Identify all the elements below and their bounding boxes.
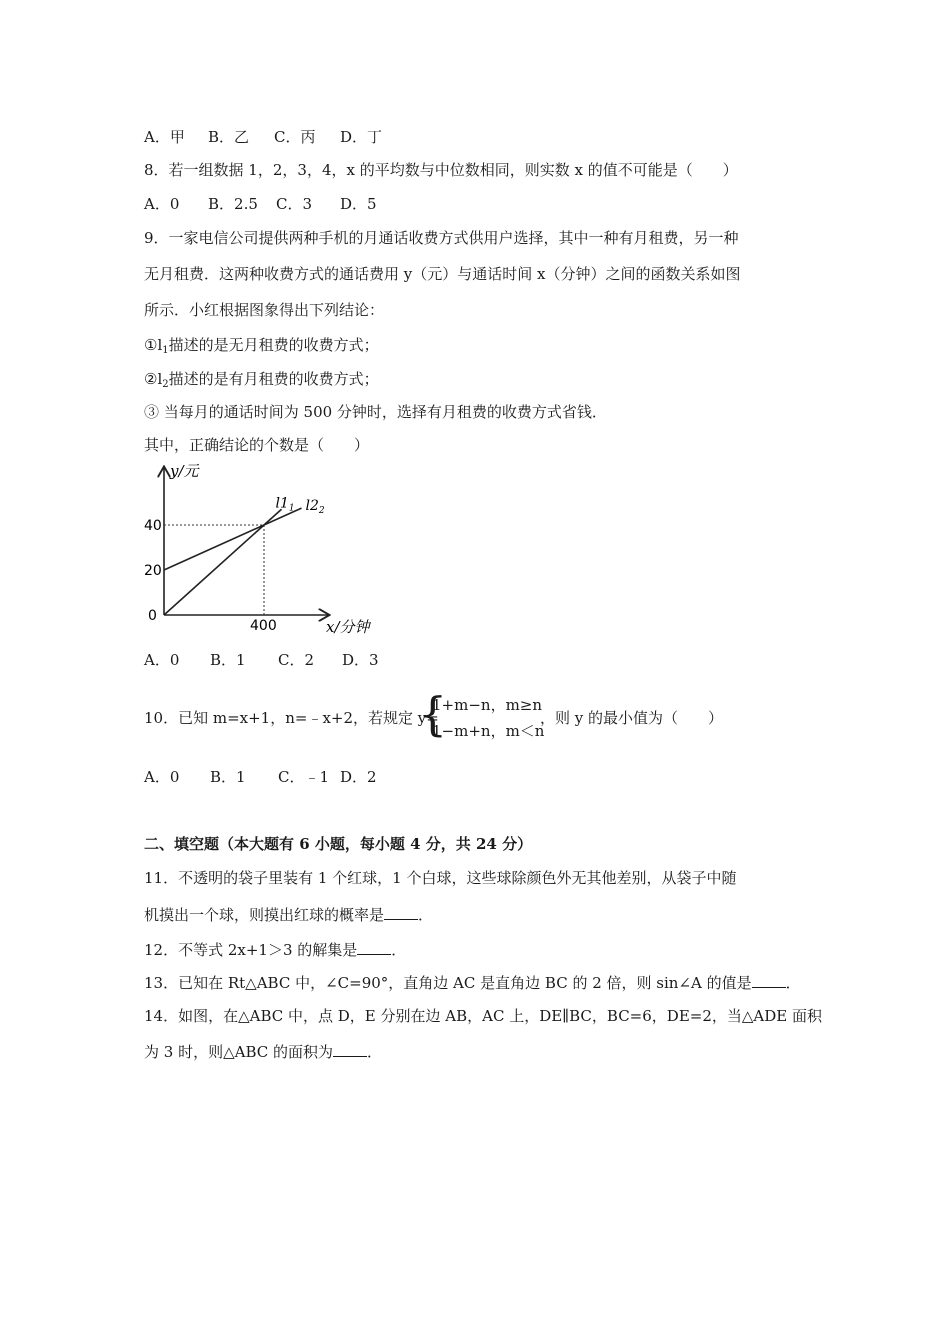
q10-case-1: 1+m−n，m≥n (432, 696, 543, 714)
q9-conclusion-2 (144, 369, 379, 395)
q8-options (144, 194, 377, 214)
q7-options (144, 127, 382, 147)
q10-stem-post: ，则 y 的最小值为（ ） (540, 709, 724, 727)
q13-pre: 13．已知在 Rt△ABC 中，∠C=90°，直角边 AC 是直角边 BC 的 2 倍，则 sin∠A 的值是 (144, 974, 752, 992)
q10-piecewise (418, 688, 546, 744)
q10-option-c: C．﹣1 (278, 768, 330, 786)
q11-line2-post: ． (418, 906, 434, 924)
q14-line-1: 14．如图，在△ABC 中，点 D，E 分别在边 AB，AC 上，DE∥BC，BC=6，DE=2，当△ADE 面积 (144, 1007, 822, 1025)
q12-line (144, 940, 406, 960)
c2-pre: ②l (144, 370, 163, 388)
l2name-subscript: 2 (318, 506, 325, 517)
q9-option-c: C．2 (278, 651, 315, 669)
y-axis-label: y/元 (170, 462, 199, 480)
q10-option-d: D．2 (340, 768, 377, 786)
q12-pre: 12．不等式 2x+1＞3 的解集是 (144, 941, 358, 959)
q8-option-b: B．2.5 (208, 195, 258, 213)
q14-line2-post: ． (367, 1043, 383, 1061)
q8-option-d: D．5 (340, 195, 377, 213)
q9-option-b: B．1 (210, 651, 246, 669)
c2-sub: 2 (162, 379, 169, 390)
c1-pre: ①l (144, 336, 163, 354)
l1name-subscript: 1 (288, 503, 295, 514)
c1-post: 描述的是无月租费的收费方式； (168, 336, 379, 354)
q11-line-1: 11．不透明的袋子里装有 1 个红球，1 个白球，这些球除颜色外无其他差别，从袋子中随 (144, 869, 737, 887)
q7-option-c: C．丙 (274, 128, 316, 146)
q7-option-d: D．丁 (340, 128, 383, 146)
q8-option-a: A．0 (144, 195, 180, 213)
q8-option-c: C．3 (276, 195, 313, 213)
q14-line2-pre: 为 3 时，则△ABC 的面积为 (144, 1043, 333, 1061)
q10-option-a: A．0 (144, 768, 180, 786)
q10-stem-pre: 10．已知 m=x+1，n=﹣x+2，若规定 y= (144, 709, 439, 727)
line-l2 (164, 508, 302, 570)
q9-line-1: 9．一家电信公司提供两种手机的月通话收费方式供用户选择，其中一种有月租费，另一种 (144, 229, 739, 247)
q9-line-2: 无月租费．这两种收费方式的通话费用 y（元）与通话时间 x（分钟）之间的函数关系如图 (144, 265, 741, 283)
line-l1-label: $l1_1$ (275, 495, 295, 514)
c1-sub: 1 (162, 345, 169, 356)
q11-line-2 (144, 905, 433, 925)
c2-post: 描述的是有月租费的收费方式； (168, 370, 379, 388)
q14-line-2 (144, 1042, 382, 1062)
line-l2-label: $l2_2$ (305, 498, 325, 517)
q9-conclusion-1 (144, 335, 379, 361)
q12-post: ． (391, 941, 407, 959)
q9-options (144, 650, 379, 670)
section-2-title: 二、填空题（本大题有 6 小题，每小题 4 分，共 24 分） (144, 835, 533, 853)
q9-option-d: D．3 (342, 651, 379, 669)
q13-post: ． (785, 974, 801, 992)
x-axis-label: x/分钟 (326, 618, 370, 636)
y-tick-label-40: 40 (144, 518, 162, 534)
brace-glyph: { (418, 687, 448, 741)
q10-options (144, 767, 377, 787)
q11-line2-pre: 机摸出一个球，则摸出红球的概率是 (144, 906, 385, 924)
q7-option-b: B．乙 (208, 128, 250, 146)
q11-answer-blank[interactable] (384, 905, 418, 920)
q9-option-a: A．0 (144, 651, 180, 669)
q9-conclusion-3: ③ 当每月的通话时间为 500 分钟时，选择有月租费的收费方式省钱． (144, 403, 607, 421)
origin-label: 0 (148, 608, 157, 624)
q12-answer-blank[interactable] (357, 940, 391, 955)
q8-stem: 8．若一组数据 1，2，3，4，x 的平均数与中位数相同，则实数 x 的值不可能是（ ） (144, 161, 738, 179)
q9-line-3: 所示．小红根据图象得出下列结论： (144, 301, 385, 319)
y-tick-label-20: 20 (144, 563, 162, 579)
q9-question: 其中，正确结论的个数是（ ） (144, 436, 370, 454)
q13-line (144, 973, 801, 993)
phone-fee-graph (140, 460, 390, 640)
q14-answer-blank[interactable] (333, 1042, 367, 1057)
q13-answer-blank[interactable] (752, 973, 786, 988)
q10-option-b: B．1 (210, 768, 246, 786)
q10-case-2: 1−m+n，m＜n (432, 722, 545, 740)
q7-option-a: A．甲 (144, 128, 185, 146)
x-tick-label-400: 400 (250, 618, 277, 634)
